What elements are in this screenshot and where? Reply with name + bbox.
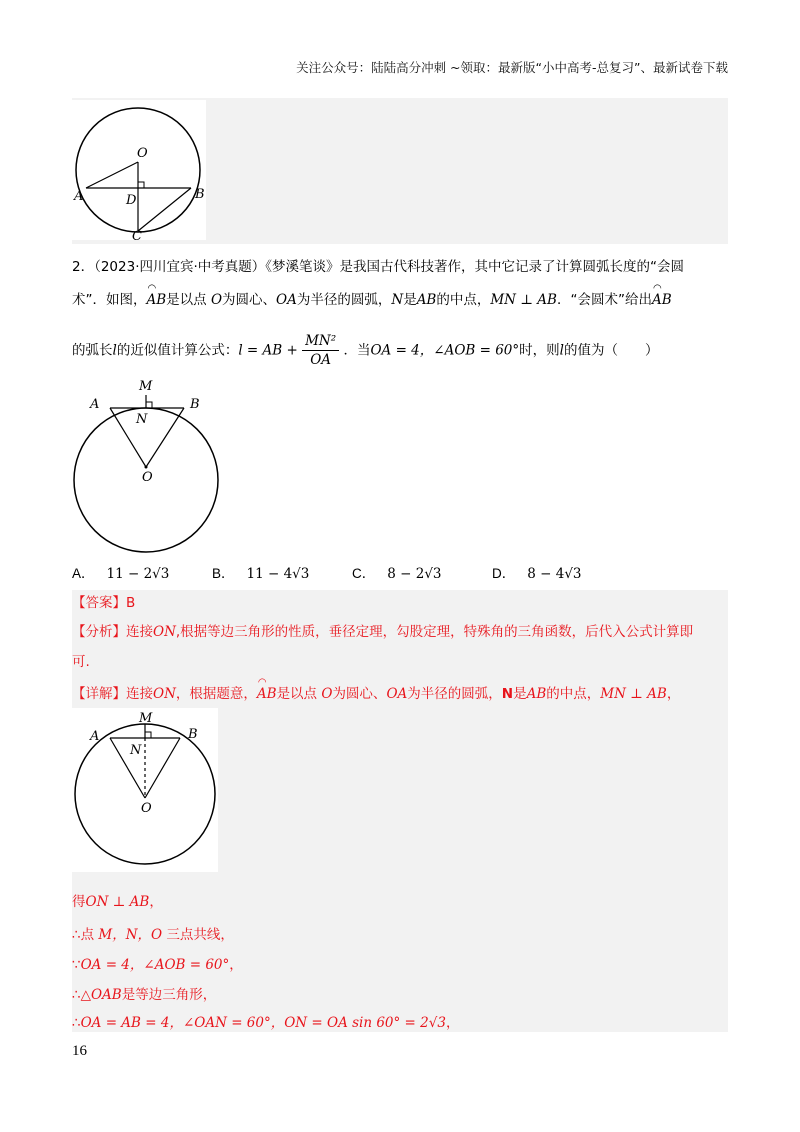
label-O: O bbox=[141, 801, 152, 816]
option-a: A． 11 − 2√3 bbox=[72, 566, 170, 582]
question-line-2: 术”．如图，◠ AB是以点 O为圆心、OA为半径的圆弧，N是AB的中点，MN ⊥ AB．“会圆术”给出◠ AB bbox=[72, 290, 672, 310]
label-M: M bbox=[139, 379, 153, 394]
label-O: O bbox=[137, 146, 148, 161]
figure-circle-sector bbox=[72, 378, 224, 560]
analysis-line-2: 可. bbox=[72, 654, 90, 670]
question-line-1: 2．（2023·四川宜宾·中考真题）《梦溪笔谈》是我国古代科技著作，其中它记录了计算圆弧长度的“会圆 bbox=[72, 259, 685, 275]
label-M: M bbox=[139, 711, 153, 726]
detail-line: 【详解】连接ON，根据题意，◠ AB是以点 O为圆心、OA为半径的圆弧，N是AB的中点，MN ⊥ AB， bbox=[72, 684, 680, 704]
step-line-1: 得ON ⊥ AB， bbox=[72, 894, 163, 910]
label-A: A bbox=[90, 729, 100, 744]
label-B: B bbox=[195, 187, 205, 202]
page-number: 16 bbox=[72, 1043, 87, 1059]
label-N: N bbox=[136, 412, 148, 427]
analysis-line-1: 【分析】连接ON,根据等边三角形的性质，垂径定理，勾股定理，特殊角的三角函数，后代入公式计算即 bbox=[72, 624, 694, 640]
formula-fraction: $\frac{\text{MN²}}{OA}$ bbox=[302, 332, 339, 369]
label-O: O bbox=[142, 470, 153, 485]
label-D: D bbox=[126, 193, 137, 208]
option-c: C． 8 − 2√3 bbox=[352, 566, 442, 582]
label-N: N bbox=[130, 743, 142, 758]
label-B: B bbox=[188, 727, 198, 742]
figure-circle-chord bbox=[72, 100, 206, 240]
option-d: D． 8 − 4√3 bbox=[492, 566, 582, 582]
label-A: A bbox=[74, 189, 84, 204]
answer-line: 【答案】B bbox=[72, 595, 136, 611]
step-line-5: ∴OA = AB = 4，∠OAN = 60°，ON = OA sin 60° = 2√3， bbox=[72, 1015, 460, 1031]
step-line-4: ∴△OAB是等边三角形， bbox=[72, 987, 217, 1003]
label-A: A bbox=[90, 397, 100, 412]
question-line-3: 的弧长l的近似值计算公式：l = AB + $\frac{\text{MN²}}{OA}$ ．当OA = 4，∠AOB = 60°时，则l的值为（ ） bbox=[72, 333, 659, 368]
label-B: B bbox=[190, 397, 200, 412]
step-line-2: ∴点 M，N，O 三点共线， bbox=[72, 927, 234, 943]
label-C: C bbox=[132, 229, 142, 240]
step-line-3: ∵OA = 4，∠AOB = 60°， bbox=[72, 957, 243, 973]
option-b: B． 11 − 4√3 bbox=[212, 566, 310, 582]
figure-circle-sector-dashed bbox=[72, 708, 218, 872]
page-header: 关注公众号：陆陆高分冲刺 ~领取：最新版“小中高考-总复习”、最新试卷下载 bbox=[296, 60, 728, 75]
